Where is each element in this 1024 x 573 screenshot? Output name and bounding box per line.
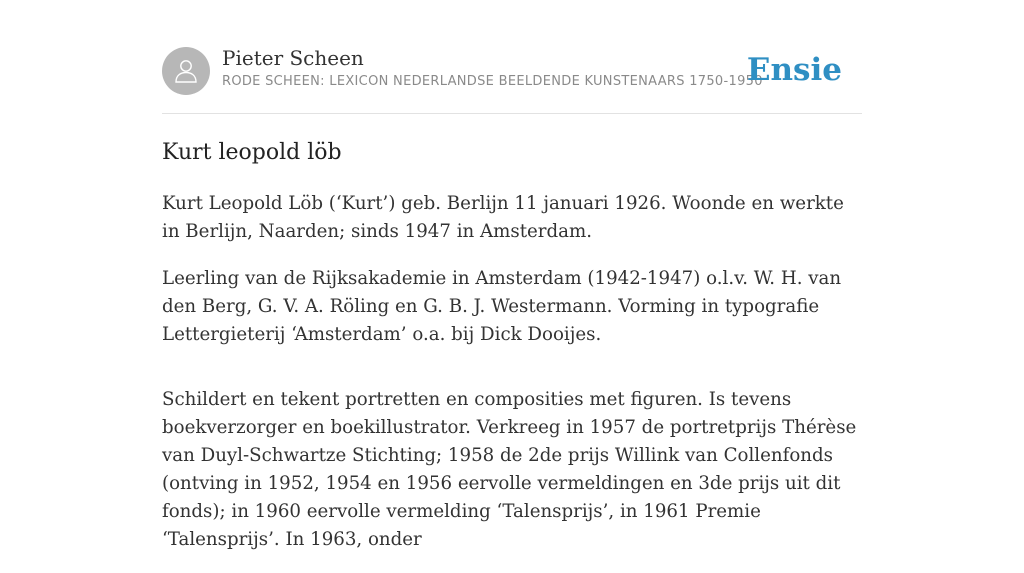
article-paragraph: Schildert en tekent portretten en composities met figuren. Is tevens boekverzorger en boekillustrator. Verkreeg in 1957 de portretprijs Thérèse van Duyl-Schwartze Stichting; 1958 de 2de prijs Willink van Collenfonds (ontving in 1952, 1954 en 1956 eervolle vermeldingen en 3de prijs uit dit fonds); in 1960 eervolle vermelding ‘Talensprijs’, in 1961 Premie ‘Talensprijs’. In 1963, onder bbox=[162, 389, 857, 550]
header-divider bbox=[162, 113, 862, 114]
article-paragraph: Leerling van de Rijksakademie in Amsterdam (1942-1947) o.l.v. W. H. van den Berg, G. V. A. Röling en G. B. J. Westermann. Vorming in typografie Lettergieterij ‘Amsterdam’ o.a. bij Dick Dooijes. bbox=[162, 268, 842, 345]
article-body bbox=[162, 190, 862, 573]
article-title: Kurt leopold löb bbox=[162, 140, 342, 165]
user-icon bbox=[172, 57, 200, 85]
avatar[interactable] bbox=[162, 47, 210, 95]
author-name[interactable]: Pieter Scheen bbox=[222, 46, 364, 70]
brand-logo[interactable]: Ensie bbox=[746, 52, 842, 88]
article-header bbox=[162, 46, 862, 114]
article-paragraph: Kurt Leopold Löb (‘Kurt’) geb. Berlijn 11 januari 1926. Woonde en werkte in Berlijn, Naarden; sinds 1947 in Amsterdam. bbox=[162, 193, 844, 242]
source-label[interactable]: RODE SCHEEN: LEXICON NEDERLANDSE BEELDENDE KUNSTENAARS 1750-1950 bbox=[222, 74, 763, 89]
